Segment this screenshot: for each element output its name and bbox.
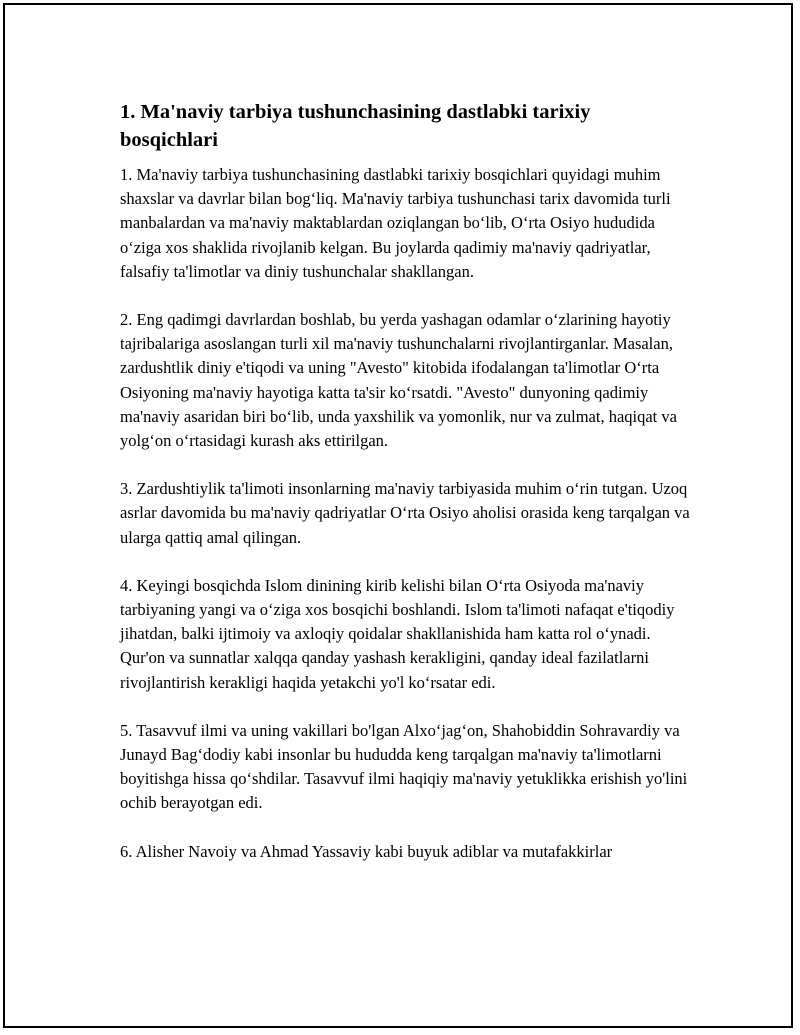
paragraph-4: 4. Keyingi bosqichda Islom dinining kirib kelishi bilan O‘rta Osiyoda ma'naviy tarbiyaning yangi va o‘ziga xos bosqichi boshlandi. Islom ta'limoti nafaqat e'tiqodiy jihatdan, balki ijtimoiy va axloqiy qoidalar shakllanishida ham katta rol o‘ynadi. Qur'on va sunnatlar xalqqa qanday yashash kerakligini, qanday ideal fazilatlarni rivojlantirish kerakligi haqida yetakchi yo'l ko‘rsatar edi.	[120, 575, 675, 692]
document-page	[3, 3, 793, 1028]
document-title: 1. Ma'naviy tarbiya tushunchasining dastlabki tarixiy bosqichlari	[120, 101, 591, 151]
document-content	[120, 98, 690, 888]
paragraph-3: 3. Zardushtiylik ta'limoti insonlarning ma'naviy tarbiyasida muhim o‘rin tutgan. Uzoq asrlar davomida bu ma'naviy qadriyatlar O‘rta Osiyo aholisi orasida keng tarqalgan va ularga qattiq amal qilingan.	[120, 479, 690, 547]
paragraph-6: 6. Alisher Navoiy va Ahmad Yassaviy kabi buyuk adiblar va mutafakkirlar	[120, 841, 613, 861]
paragraph-1: 1. Ma'naviy tarbiya tushunchasining dastlabki tarixiy bosqichlari quyidagi muhim shaxslar va davrlar bilan bog‘liq. Ma'naviy tarbiya tushunchasi tarix davomida turli manbalardan va ma'naviy maktablardan oziqlangan bo‘lib, O‘rta Osiyo hududida o‘ziga xos shaklida rivojlanib kelgan. Bu joylarda qadimiy ma'naviy qadriyatlar, falsafiy ta'limotlar va diniy tushunchalar shakllangan.	[120, 165, 671, 281]
paragraph-5: 5. Tasavvuf ilmi va uning vakillari bo'lgan Alxo‘jag‘on, Shahobiddin Sohravardiy va Junayd Bag‘dodiy kabi insonlar bu hududda keng tarqalgan ma'naviy ta'limotlarni boyitishga hissa qo‘shdilar. Tasavvuf ilmi haqiqiy ma'naviy yetuklikka erishish yo'lini ochib berayotgan edi.	[120, 720, 688, 813]
paragraph-2: 2. Eng qadimgi davrlardan boshlab, bu yerda yashagan odamlar o‘zlarining hayotiy tajribalariga asoslangan turli xil ma'naviy tushunchalarni rivojlantirganlar. Masalan, zardushtlik diniy e'tiqodi va uning "Avesto" kitobida ifodalangan ta'limotlar O‘rta Osiyoning ma'naviy hayotiga katta ta'sir ko‘rsatdi. "Avesto" dunyoning qadimiy ma'naviy asaridan biri bo‘lib, unda yaxshilik va yomonlik, nur va zulmat, haqiqat va yolg‘on o‘rtasidagi kurash aks ettirilgan.	[120, 310, 677, 451]
